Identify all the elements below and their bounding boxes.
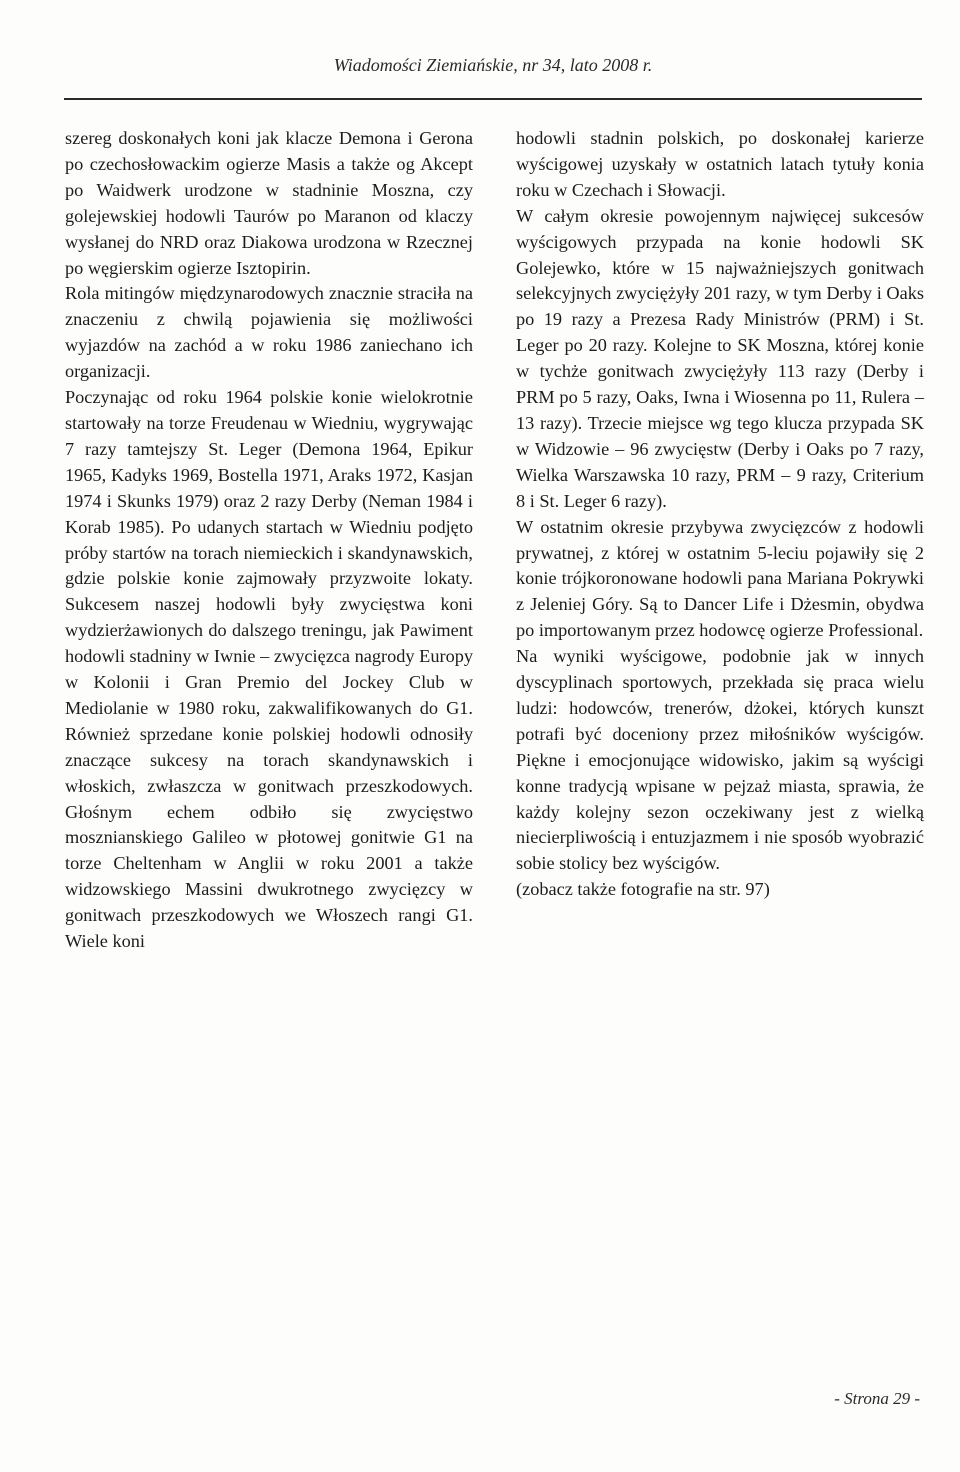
paragraph: (zobacz także fotografie na str. 97) xyxy=(516,879,770,900)
paragraph: Na wyniki wyścigowe, podobnie jak w innych dyscyplinach sportowych, przekłada się praca wielu ludzi: hodowców, trenerów, dżokei, których kunszt potrafi być doceniony przez miłośników wyścigów. Piękne i emocjonujące widowisko, jakim są wyścigi konne tradycją wpisane w pejzaż miasta, sprawia, że każdy kolejny sezon oczekiwany jest z wielką niecierpliwością i entuzjazmem i nie sposób wyobrazić sobie stolicy bez wyścigów. xyxy=(516,646,924,874)
header-rule xyxy=(64,98,922,100)
paragraph: W ostatnim okresie przybywa zwycięzców z hodowli prywatnej, z której w ostatnim 5-leciu pojawiły się 2 konie trójkoronowane hodowli pana Mariana Pokrywki z Jeleniej Góry. Są to Dancer Life i Dżesmin, obydwa po importowanym przez hodowcę ogierze Professional. xyxy=(516,516,924,641)
running-header: Wiadomości Ziemiańskie, nr 34, lato 2008 r. xyxy=(333,55,653,75)
paragraph: hodowli stadnin polskich, po doskonałej karierze wyścigowej uzyskały w ostatnich latach tytuły konia roku w Czechach i Słowacji. xyxy=(516,128,924,200)
paragraph: W całym okresie powojennym najwięcej sukcesów wyścigowych przypada na konie hodowli SK Golejewko, które w 15 najważniejszych gonitwach selekcyjnych zwyciężyły 201 razy, w tym Derby i Oaks po 19 razy a Prezesa Rady Ministrów (PRM) i St. Leger po 20 razy. Kolejne to SK Moszna, której konie w tychże gonitwach zwyciężyły 113 razy (Derby i PRM po 5 razy, Oaks, Iwna i Wiosenna po 11, Rulera – 13 razy). Trzecie miejsce wg tego klucza przypada SK w Widzowie – 96 zwycięstw (Derby i Oaks po 7 razy, Wielka Warszawska 10 razy, PRM – 9 razy, Criterium 8 i St. Leger 6 razy). xyxy=(516,205,924,511)
left-column xyxy=(65,126,473,955)
paragraph: Poczynając od roku 1964 polskie konie wielokrotnie startowały na torze Freudenau w Wiedniu, wygrywając 7 razy tamtejszy St. Leger (Demona 1964, Epikur 1965, Kadyks 1969, Bostella 1971, Araks 1972, Kasjan 1974 i Skunks 1979) oraz 2 razy Derby (Neman 1984 i Korab 1985). Po udanych startach w Wiedniu podjęto próby startów na torach niemieckich i skandynawskich, gdzie polskie konie zajmowały przyzwoite lokaty. Sukcesem naszej hodowli były zwycięstwa koni wydzierżawionych do dalszego treningu, jak Pawiment hodowli stadniny w Iwnie – zwycięzca nagrody Europy w Kolonii i Gran Premio del Jockey Club w Mediolanie w 1980 roku, zakwalifikowanych do G1. Również sprzedane konie polskiej hodowli odnosiły znaczące sukcesy na torach skandynawskich i włoskich, zwłaszcza w gonitwach przeszkodowych. Głośnym echem odbiło się zwycięstwo mosznianskiego Galileo w płotowej gonitwie G1 na torze Cheltenham w Anglii w roku 2001 a także widzowskiego Massini dwukrotnego zwycięzcy w gonitwach przeszkodowych we Włoszech rangi G1. Wiele koni xyxy=(65,387,473,952)
page-number: - Strona 29 - xyxy=(834,1389,920,1408)
paragraph: Rola mitingów międzynarodowych znacznie straciła na znaczeniu z chwilą pojawienia się możliwości wyjazdów na zachód a w roku 1986 zaniechano ich organizacji. xyxy=(65,283,473,382)
right-column xyxy=(516,126,924,903)
paragraph: szereg doskonałych koni jak klacze Demona i Gerona po czechosłowackim ogierze Masis a także og Akcept po Waidwerk urodzone w stadninie Moszna, czy golejewskiej hodowli Taurów po Maranon od klaczy wysłanej do NRD oraz Diakowa urodzona w Rzecznej po węgierskim ogierze Isztopirin. xyxy=(65,128,473,278)
